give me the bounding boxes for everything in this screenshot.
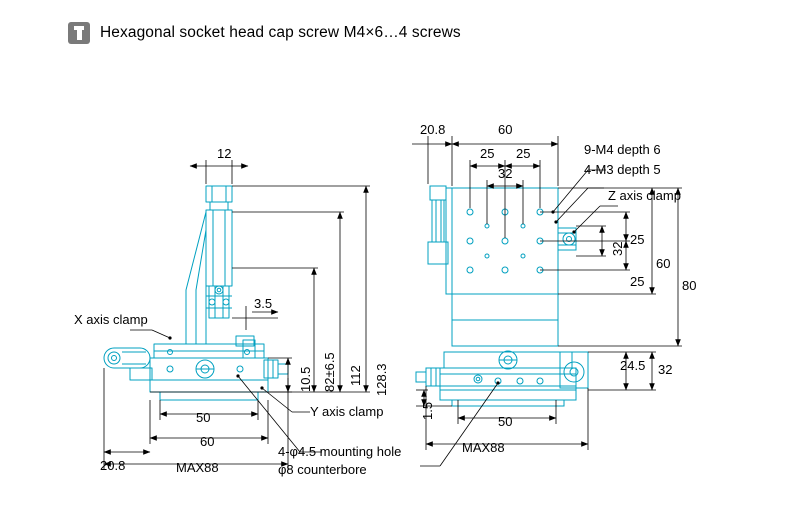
dim-32-top: 32 [498,166,513,181]
dim-60-right: 60 [656,256,671,271]
dim-12: 12 [217,146,232,161]
dim-max88-right: MAX88 [462,440,505,455]
label-9m4-depth6: 9-M4 depth 6 [584,142,661,157]
dim-80-right: 80 [682,278,697,293]
dim-24-5: 24.5 [620,358,646,373]
dim-82: 82±6.5 [322,352,337,392]
dim-32-r1: 32 [610,241,625,256]
dim-50-right: 50 [498,414,513,429]
dim-max88-left: MAX88 [176,460,219,475]
dim-1-5: 1.5 [420,401,435,420]
header-text: Hexagonal socket head cap screw M4×6…4 screws [100,24,461,41]
dim-112: 112 [348,365,363,386]
dim-25-a: 25 [480,146,495,161]
dim-10-5: 10.5 [298,366,313,392]
dim-25-r1: 25 [630,232,645,247]
dim-60-top: 60 [498,122,513,137]
label-counterbore: φ8 counterbore [278,462,367,477]
dim-60-left: 60 [200,434,215,449]
dim-50-left: 50 [196,410,211,425]
label-x-axis-clamp: X axis clamp [74,312,148,327]
label-4m3-depth5: 4-M3 depth 5 [584,162,661,177]
dim-20-8-left: 20.8 [100,458,126,473]
label-mounting-hole: 4-φ4.5 mounting hole [278,444,402,459]
label-z-axis-clamp: Z axis clamp [608,188,681,203]
dim-25-b: 25 [516,146,531,161]
left-view-geometry [104,186,288,400]
right-view-geometry [416,186,588,406]
label-y-axis-clamp: Y axis clamp [310,404,384,419]
dim-20-8-right: 20.8 [420,122,446,137]
dim-128-3: 128.3 [374,363,389,396]
dim-25-r2: 25 [630,274,645,289]
dim-3-5: 3.5 [254,296,273,311]
dim-32-r2: 32 [658,362,673,377]
